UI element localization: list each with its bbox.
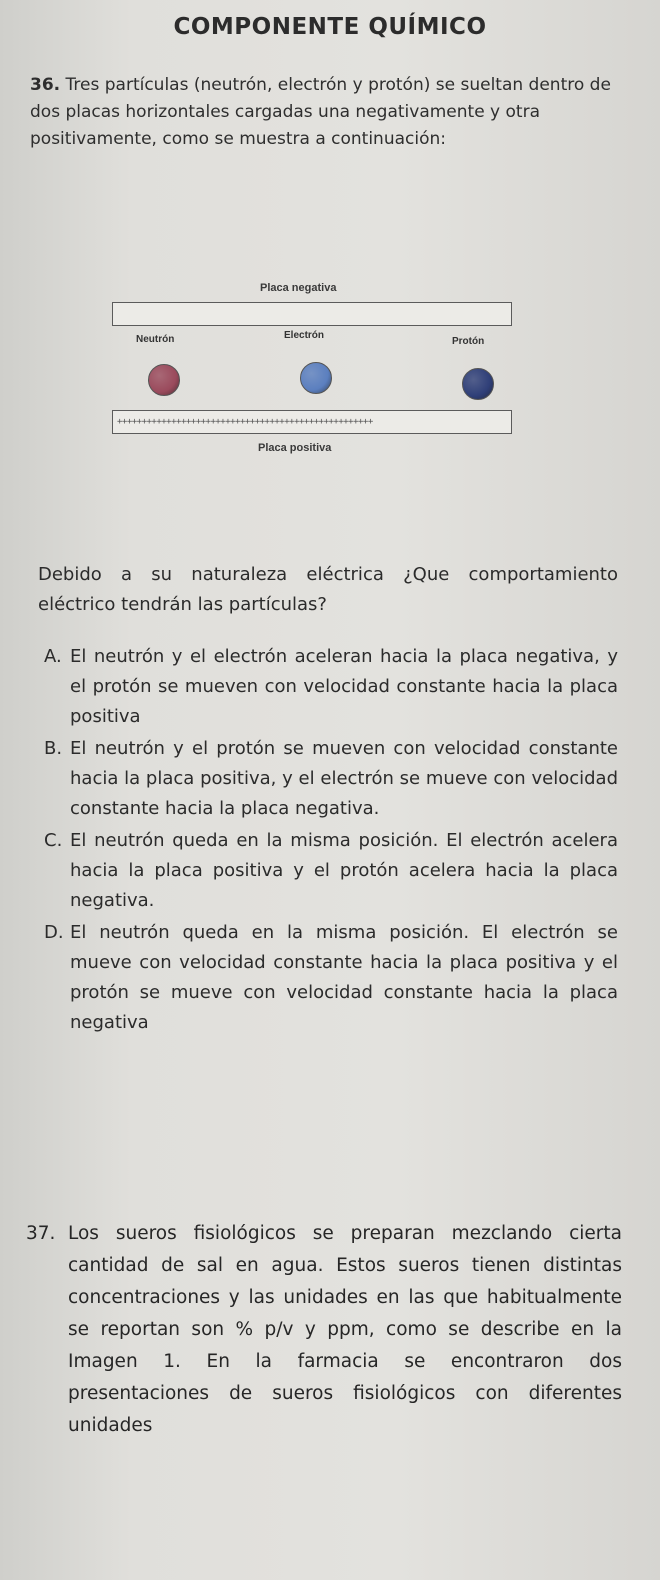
option-letter: B.: [44, 738, 63, 759]
neutron-label: Neutrón: [136, 334, 175, 345]
option-a[interactable]: [38, 642, 618, 732]
electron-particle: [300, 362, 332, 394]
positive-plate: [112, 410, 512, 434]
option-c[interactable]: [38, 826, 618, 916]
answer-options: [38, 642, 618, 1038]
question-36-text: Tres partículas (neutrón, electrón y protón) se sueltan dentro de dos placas horizontales cargadas una negativamente y otra positivamente, como se muestra a continuación:: [30, 75, 611, 149]
plates-figure: [112, 278, 520, 468]
positive-charge-signs: ++++++++++++++++++++++++++++++++++++++++++++++++++++: [117, 417, 373, 427]
proton-label: Protón: [452, 336, 485, 347]
question-36-statement: [30, 72, 620, 153]
option-text: El neutrón queda en la misma posición. El electrón se mueve con velocidad constante hacia la placa positiva y el protón se mueve con velocidad constante hacia la placa negativa: [70, 922, 618, 1033]
negative-plate: [112, 302, 512, 326]
question-36-prompt: Debido a su naturaleza eléctrica ¿Que comportamiento eléctrico tendrán las partículas?: [38, 564, 618, 615]
neutron-particle: [148, 364, 180, 396]
option-text: El neutrón y el electrón aceleran hacia la placa negativa, y el protón se mueven con velocidad constante hacia la placa positiva: [70, 646, 618, 727]
positive-plate-label: Placa positiva: [258, 442, 332, 454]
question-36-body: [38, 560, 618, 1040]
section-title: COMPONENTE QUÍMICO: [173, 14, 487, 40]
option-letter: D.: [44, 922, 64, 943]
negative-plate-label: Placa negativa: [260, 282, 337, 294]
option-letter: C.: [44, 830, 63, 851]
option-text: El neutrón queda en la misma posición. El electrón acelera hacia la placa positiva y el protón acelera hacia la placa negativa.: [70, 830, 618, 911]
proton-particle: [462, 368, 494, 400]
question-37-text: Los sueros fisiológicos se preparan mezclando cierta cantidad de sal en agua. Estos sueros tienen distintas concentraciones y las unidades en las que habitualmente se reportan son % p/v y ppm, como se describe en la Imagen 1. En la farmacia se encontraron dos presentaciones de sueros fisiológicos con diferentes unidades: [68, 1223, 622, 1436]
option-d[interactable]: [38, 918, 618, 1038]
question-37: [26, 1218, 622, 1442]
question-37-number: 37.: [26, 1223, 56, 1244]
electron-label: Electrón: [284, 330, 325, 341]
option-b[interactable]: [38, 734, 618, 824]
option-letter: A.: [44, 646, 62, 667]
option-text: El neutrón y el protón se mueven con velocidad constante hacia la placa positiva, y el electrón se mueve con velocidad constante hacia la placa negativa.: [70, 738, 618, 819]
question-36-number: 36.: [30, 75, 61, 95]
